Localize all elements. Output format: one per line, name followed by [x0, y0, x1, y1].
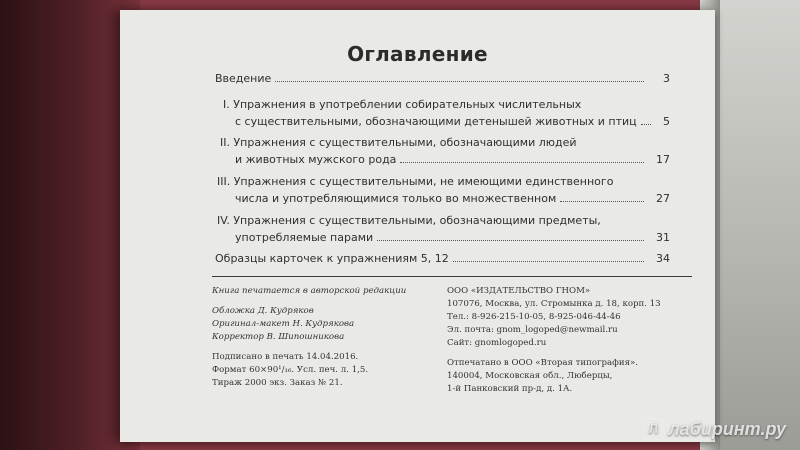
toc-page-number: 27 — [656, 192, 670, 205]
toc-page-number: 31 — [656, 231, 670, 244]
edition-note: Книга печатается в авторской редакции — [212, 286, 407, 296]
toc-entry-intro: Введение 3 — [215, 72, 670, 85]
printer-address-2: 1-й Панковский пр-д, д. 1А. — [447, 384, 573, 394]
printer-address: 140004, Московская обл., Люберцы, — [447, 371, 613, 381]
publisher-address: 107076, Москва, ул. Стромынка д. 18, корп. 13 — [447, 299, 661, 309]
watermark — [642, 418, 786, 440]
toc-entry-3: III. Упражнения с существительными, не имеющими единственного числа и употребляющимися только во множественном 27 — [217, 175, 670, 205]
toc-entry-2: II. Упражнения с существительными, обозначающими людей и животных мужского рода 17 — [220, 136, 670, 166]
publisher-name: ООО «ИЗДАТЕЛЬСТВО ГНОМ» — [447, 286, 591, 296]
divider-rule — [212, 276, 692, 277]
imprint-right — [447, 285, 697, 396]
watermark-text: лабиринт.ру — [668, 418, 786, 439]
labirint-logo-icon: Л — [642, 418, 664, 440]
format-info: Формат 60×90¹/₁₆. Усл. печ. л. 1,5. — [212, 365, 369, 375]
cover-credit: Обложка Д. Кудряков — [212, 306, 314, 316]
publisher-email: Эл. почта: gnom_logoped@newmail.ru — [447, 325, 618, 335]
table-surface — [0, 0, 140, 450]
imprint-left — [212, 285, 432, 390]
signed-date: Подписано в печать 14.04.2016. — [212, 352, 359, 362]
layout-credit: Оригинал-макет Н. Кудрякова — [212, 319, 355, 329]
toc-entry-1: I. Упражнения в употреблении собирательных числительных с существительными, обозначающими детенышей животных и птиц 5 — [223, 98, 670, 128]
toc-entry-samples: Образцы карточек к упражнениям 5, 12 34 — [215, 252, 670, 265]
toc-entry-4: IV. Упражнения с существительными, обозначающими предметы, употребляемые парами 31 — [217, 214, 670, 244]
toc-page-number: 17 — [656, 153, 670, 166]
corrector-credit: Корректор В. Шипошникова — [212, 332, 345, 342]
toc-page-number: 3 — [663, 72, 670, 85]
publisher-phone: Тел.: 8-926-215-10-05, 8-925-046-44-46 — [447, 312, 621, 322]
print-run: Тираж 2000 экз. Заказ № 21. — [212, 378, 343, 388]
publisher-site: Сайт: gnomlogoped.ru — [447, 338, 547, 348]
toc-page-number: 34 — [656, 252, 670, 265]
toc-page-number: 5 — [663, 115, 670, 128]
printer-name: Отпечатано в ООО «Вторая типография». — [447, 358, 639, 368]
book-page — [120, 10, 715, 442]
page-title: Оглавление — [347, 42, 488, 66]
adjacent-page — [720, 0, 800, 450]
